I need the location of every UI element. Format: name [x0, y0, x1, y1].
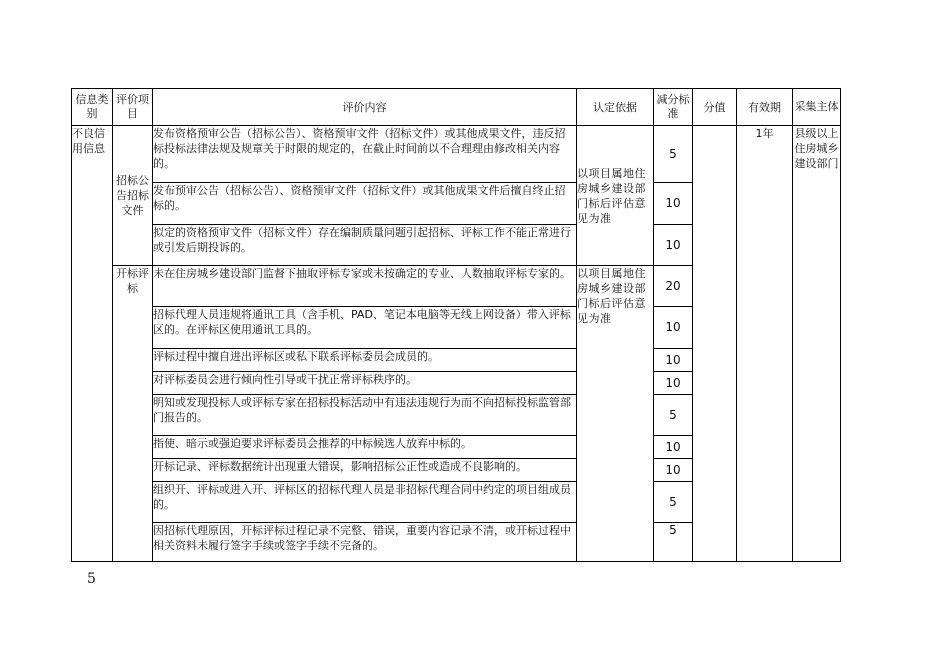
- content-cell: 发布资格预审公告（招标公告）、资格预审文件（招标文件）或其他成果文件，违反招标投标法律法规及规章关于时限的规定的，在截止时间前以不合理理由修改相关内容的。: [153, 126, 577, 183]
- deduction-cell: 5: [654, 523, 693, 562]
- item-cell-opening-evaluation: 开标评标: [113, 266, 153, 562]
- table-row: [72, 126, 841, 183]
- header-deduction: 减分标准: [654, 89, 693, 126]
- content-cell: 指使、暗示或强迫要求评标委员会推荐的中标候选人放弃中标的。: [153, 436, 577, 459]
- collector-cell: 县级以上住房城乡建设部门: [793, 126, 841, 562]
- content-cell: 未在住房城乡建设部门监督下抽取评标专家或未按确定的专业、人数抽取评标专家的。: [153, 266, 577, 307]
- deduction-cell: 20: [654, 266, 693, 307]
- content-cell: 明知或发现投标人或评标专家在招标投标活动中有违法违规行为而不向招标投标监管部门报告的。: [153, 395, 577, 436]
- content-cell: 发布预审公告（招标公告）、资格预审文件（招标文件）或其他成果文件后擅自终止招标的。: [153, 183, 577, 225]
- basis-cell-bidding-docs: 以项目属地住房城乡建设部门标后评估意见为准: [577, 126, 654, 266]
- deduction-cell: 5: [654, 482, 693, 523]
- deduction-cell: 10: [654, 436, 693, 459]
- content-cell: 拟定的资格预审文件（招标文件）存在编制质量问题引起招标、评标工作不能正常进行或引发后期投诉的。: [153, 225, 577, 266]
- content-cell: 招标代理人员违规将通讯工具（含手机、PAD、笔记本电脑等无线上网设备）带入评标区的。在评标区使用通讯工具的。: [153, 307, 577, 349]
- table-header-row: [72, 89, 841, 126]
- header-score: 分值: [693, 89, 737, 126]
- deduction-cell: 10: [654, 372, 693, 395]
- content-cell: 组织开、评标或进入开、评标区的招标代理人员是非招标代理合同中约定的项目组成员的。: [153, 482, 577, 523]
- content-cell: 开标记录、评标数据统计出现重大错误，影响招标公正性或造成不良影响的。: [153, 459, 577, 482]
- header-validity: 有效期: [737, 89, 793, 126]
- evaluation-table: [71, 88, 841, 562]
- item-cell-bidding-docs: 招标公告招标文件: [113, 126, 153, 266]
- score-cell: [693, 126, 737, 562]
- content-cell: 因招标代理原因，开标评标过程记录不完整、错误，重要内容记录不清，或开标过程中相关资料未履行签字手续或签字手续不完备的。: [153, 523, 577, 562]
- header-basis: 认定依据: [577, 89, 654, 126]
- deduction-cell: 10: [654, 183, 693, 225]
- deduction-cell: 10: [654, 307, 693, 349]
- content-cell: 对评标委员会进行倾向性引导或干扰正常评标秩序的。: [153, 372, 577, 395]
- deduction-cell: 10: [654, 349, 693, 372]
- deduction-cell: 10: [654, 459, 693, 482]
- validity-cell: 1年: [737, 126, 793, 562]
- header-category: 信息类别: [72, 89, 113, 126]
- deduction-cell: 5: [654, 126, 693, 183]
- header-content: 评价内容: [153, 89, 577, 126]
- content-cell: 评标过程中擅自进出评标区或私下联系评标委员会成员的。: [153, 349, 577, 372]
- category-cell: 不良信用信息: [72, 126, 113, 562]
- header-collector: 采集主体: [793, 89, 841, 126]
- deduction-cell: 10: [654, 225, 693, 266]
- header-item: 评价项目: [113, 89, 153, 126]
- page-number: 5: [87, 571, 96, 587]
- deduction-cell: 5: [654, 395, 693, 436]
- basis-cell-opening-evaluation: 以项目属地住房城乡建设部门标后评估意见为准: [577, 266, 654, 562]
